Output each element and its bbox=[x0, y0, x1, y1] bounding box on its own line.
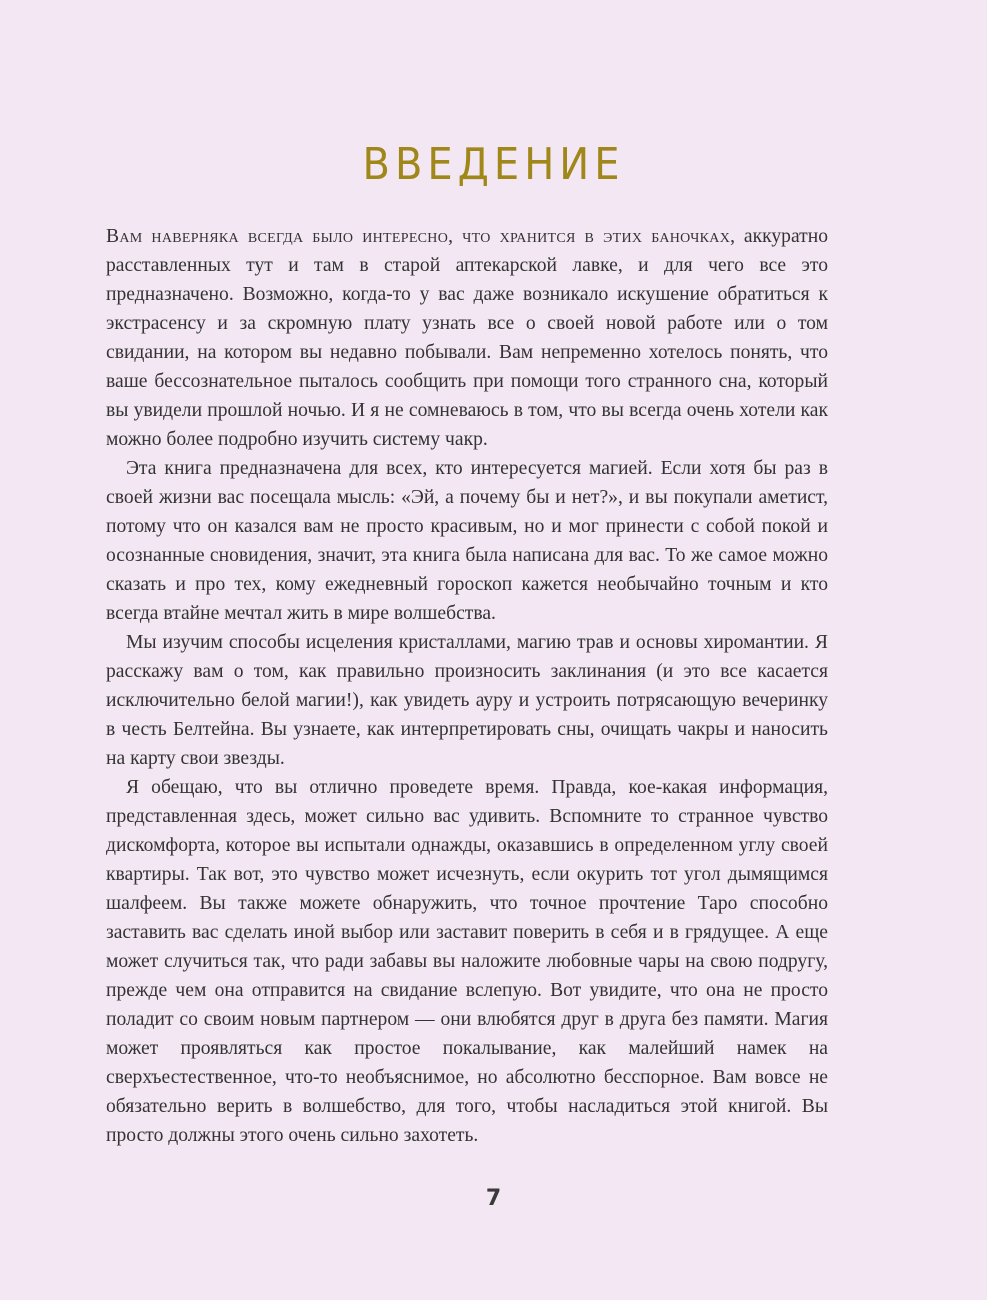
paragraph-1-text: аккуратно расставленных тут и там в старой аптекарской лавке, и для чего все это предназначено. Возможно, когда-то у вас даже возникало искушение обратиться к экстрасенсу и за скромную плату узнать все о своей новой работе или о том свидании, на котором вы недавно побывали. Вам непременно хотелось понять, что ваше бессознательное пыталось сообщить при помощи того странного сна, который вы увидели прошлой ночью. И я не сомневаюсь в том, что вы всегда очень хотели как можно более подробно изучить систему чакр. bbox=[106, 226, 828, 450]
paragraph-1 bbox=[106, 222, 828, 454]
paragraph-3: Мы изучим способы исцеления кристаллами, магию трав и основы хиромантии. Я расскажу вам о том, как правильно произносить заклинания (и это все касается исключительно белой магии!), как увидеть ауру и устроить потрясающую вечеринку в честь Белтейна. Вы узнаете, как интерпретировать сны, очищать чакры и наносить на карту свои звезды. bbox=[106, 632, 828, 769]
page-number: 7 bbox=[485, 1186, 502, 1211]
body-text bbox=[106, 222, 828, 1150]
paragraph-2: Эта книга предназначена для всех, кто интересуется магией. Если хотя бы раз в своей жизни вас посещала мысль: «Эй, а почему бы и нет?», и вы покупали аметист, потому что он казался вам не просто красивым, но и мог принести с собой покой и осознанные сновидения, значит, эта книга была написана для вас. То же самое можно сказать и про тех, кому ежедневный гороскоп кажется необычайно точным и кто всегда втайне мечтал жить в мире волшебства. bbox=[106, 458, 828, 624]
chapter-title: ВВЕДЕНИЕ bbox=[362, 140, 625, 190]
paragraph-4: Я обещаю, что вы отлично проведете время. Правда, кое-какая информация, представленная здесь, может сильно вас удивить. Вспомните то странное чувство дискомфорта, которое вы испытали однажды, оказавшись в определенном углу своей квартиры. Так вот, это чувство может исчезнуть, если окурить тот угол дымящимся шалфеем. Вы также можете обнаружить, что точное прочтение Таро способно заставить вас сделать иной выбор или заставит поверить в себя и в грядущее. А еще может случиться так, что ради забавы вы наложите любовные чары на свою подругу, прежде чем она отправится на свидание вслепую. Вот увидите, что она не просто поладит со своим новым партнером — они влюбятся друг в друга без памяти. Магия может проявляться как простое покалывание, как малейший намек на сверхъестественное, что-то необъяснимое, но абсолютно бесспорное. Вам вовсе не обязательно верить в волшебство, для того, чтобы насладиться этой книгой. Вы просто должны этого очень сильно захотеть. bbox=[106, 777, 828, 1146]
paragraph-1-lead: Вам наверняка всегда было интересно, что хранится в этих баночках, bbox=[106, 226, 736, 247]
